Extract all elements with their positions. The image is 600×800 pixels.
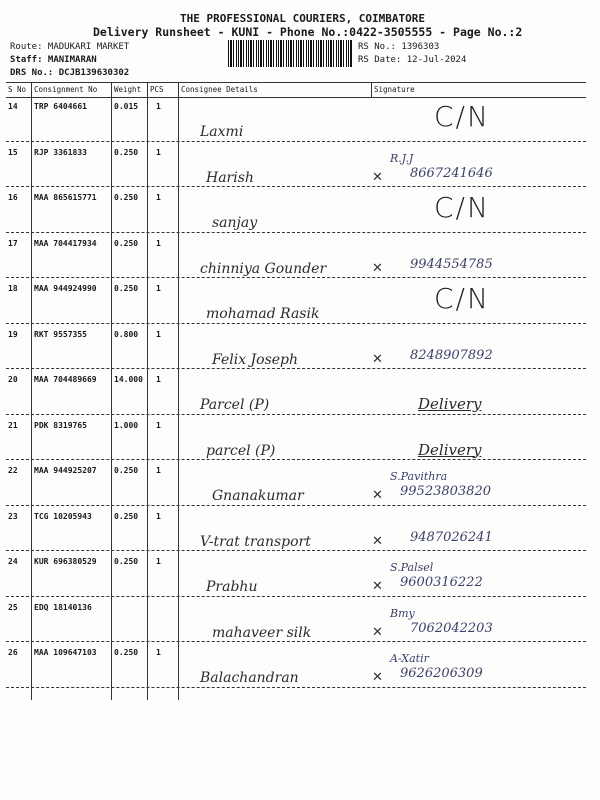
route-label: Route: MADUKARI MARKET <box>10 42 130 52</box>
row-consignment-no: EDQ 18140136 <box>34 602 92 612</box>
row-signature-cross: ✕ <box>372 169 383 185</box>
row-signature-cross: ✕ <box>372 533 383 549</box>
row-sno: 15 <box>8 147 18 157</box>
runsheet-subtitle: Delivery Runsheet - KUNI - Phone No.:0422-3505555 - Page No.:2 <box>93 25 523 39</box>
row-sno: 24 <box>8 557 18 566</box>
row-weight: 0.250 <box>114 648 139 657</box>
row-separator <box>6 596 586 597</box>
row-sno: 18 <box>8 284 18 293</box>
header-top-rule <box>6 82 586 83</box>
header-bottom-rule <box>6 97 586 98</box>
row-consignment-no: RJP 3361833 <box>34 147 87 157</box>
rs-date: RS Date: 12-Jul-2024 <box>358 55 467 65</box>
col-signature: Signature <box>374 85 415 94</box>
row-sno: 26 <box>8 648 18 657</box>
row-consignment-no: MAA 109647103 <box>34 648 97 657</box>
row-separator <box>6 414 586 415</box>
row-weight: 0.250 <box>114 557 139 566</box>
row-consignment-no: KUR 696380529 <box>34 557 97 566</box>
rs-number: RS No.: 1396303 <box>358 42 440 52</box>
row-sno: 21 <box>8 420 18 430</box>
row-sno: 20 <box>8 375 18 384</box>
row-signature-name: S.Pavithra <box>390 470 448 483</box>
row-sno: 14 <box>8 102 18 111</box>
row-consignee-handwriting: chinniya Gounder <box>200 260 327 277</box>
row-signature-name: Bmy <box>390 606 415 620</box>
row-pcs: 1 <box>156 102 161 111</box>
row-signature-cross: ✕ <box>372 579 383 594</box>
row-signature-phone: 99523803820 <box>400 484 491 499</box>
col-divider <box>31 83 32 700</box>
row-consignee-handwriting: parcel (P) <box>206 442 276 459</box>
row-signature-cross: ✕ <box>372 488 383 503</box>
row-weight: 0.250 <box>114 147 139 157</box>
row-weight: 0.250 <box>114 238 139 248</box>
row-signature-phone: 9600316222 <box>400 575 483 590</box>
row-pcs: 1 <box>156 648 161 657</box>
row-weight: 0.800 <box>114 329 139 339</box>
row-signature-phone: 7062042203 <box>410 620 493 636</box>
row-separator <box>6 186 586 187</box>
row-consignee-handwriting: Parcel (P) <box>200 397 270 413</box>
row-separator <box>6 459 586 460</box>
col-pcs: PCS <box>150 85 164 94</box>
col-consignee: Consignee Details <box>181 85 258 94</box>
row-consignment-no: TRP 6404661 <box>34 102 87 111</box>
company-title: THE PROFESSIONAL COURIERS, COIMBATORE <box>180 12 426 25</box>
row-pcs: 1 <box>156 511 161 521</box>
row-separator <box>6 687 586 688</box>
row-sno: 25 <box>8 602 18 612</box>
row-signature-cross: ✕ <box>372 624 383 640</box>
staff-label: Staff: MANIMARAN <box>10 55 97 65</box>
row-consignment-no: MAA 944924990 <box>34 284 97 293</box>
drs-label: DRS No.: DCJB139630302 <box>10 68 130 78</box>
row-signature-cn: C/N <box>434 100 490 133</box>
row-signature-delivery: Delivery <box>418 395 482 413</box>
row-separator <box>6 505 586 506</box>
row-weight: 1.000 <box>114 420 139 430</box>
row-weight: 0.015 <box>114 102 139 111</box>
col-sno: S No <box>8 85 27 94</box>
row-consignment-no: MAA 944925207 <box>34 466 97 475</box>
row-signature-phone: 8248907892 <box>410 347 493 363</box>
col-divider <box>371 83 372 97</box>
row-pcs: 1 <box>156 193 161 202</box>
row-consignee-handwriting: Prabhu <box>206 579 258 595</box>
row-weight: 0.250 <box>114 284 139 293</box>
row-signature-cross: ✕ <box>372 670 383 685</box>
row-weight: 0.250 <box>114 193 139 202</box>
row-consignment-no: MAA 704489669 <box>34 375 97 384</box>
row-separator <box>6 141 586 142</box>
row-separator <box>6 277 586 278</box>
row-pcs: 1 <box>156 147 161 157</box>
row-signature-cross: ✕ <box>372 351 383 367</box>
row-pcs: 1 <box>156 238 161 248</box>
row-sno: 16 <box>8 193 18 202</box>
barcode <box>228 40 353 67</box>
row-signature-phone: 9944554785 <box>410 256 493 272</box>
row-consignee-handwriting: sanjay <box>212 215 258 231</box>
row-pcs: 1 <box>156 420 161 430</box>
row-separator <box>6 368 586 369</box>
row-consignment-no: MAA 865615771 <box>34 193 97 202</box>
row-pcs: 1 <box>156 466 161 475</box>
row-sno: 23 <box>8 511 18 521</box>
row-signature-phone: 9487026241 <box>410 529 493 545</box>
row-signature-cross: ✕ <box>372 260 383 276</box>
row-weight: 0.250 <box>114 466 139 475</box>
row-separator <box>6 232 586 233</box>
row-signature-cn: C/N <box>434 282 490 315</box>
row-sno: 17 <box>8 238 18 248</box>
row-pcs: 1 <box>156 329 161 339</box>
row-sno: 19 <box>8 329 18 339</box>
row-consignee-handwriting: V-trat transport <box>200 533 311 550</box>
row-weight: 0.250 <box>114 511 139 521</box>
row-signature-phone: 9626206309 <box>400 666 483 681</box>
row-consignee-handwriting: Gnanakumar <box>212 488 304 504</box>
col-divider <box>178 83 179 700</box>
row-consignment-no: TCG 10205943 <box>34 511 92 521</box>
row-separator <box>6 641 586 642</box>
row-pcs: 1 <box>156 375 161 384</box>
row-separator <box>6 550 586 551</box>
row-consignment-no: PDK 8319765 <box>34 420 87 430</box>
col-consignment: Consignment No <box>34 85 98 94</box>
row-weight: 14.000 <box>114 375 143 384</box>
row-consignee-handwriting: Felix Joseph <box>212 351 299 368</box>
row-signature-name: A-Xatir <box>390 652 429 665</box>
row-signature-cn: C/N <box>434 191 490 224</box>
row-consignee-handwriting: Laxmi <box>200 124 244 140</box>
col-weight: Weight <box>114 85 142 94</box>
row-consignee-handwriting: Harish <box>206 169 254 186</box>
row-pcs: 1 <box>156 284 161 293</box>
col-divider <box>111 83 112 700</box>
row-consignee-handwriting: mohamad Rasik <box>206 306 320 322</box>
row-sno: 22 <box>8 466 18 475</box>
row-consignee-handwriting: mahaveer silk <box>212 624 312 641</box>
row-signature-delivery: Delivery <box>418 440 482 459</box>
row-consignment-no: RKT 9557355 <box>34 329 87 339</box>
row-pcs: 1 <box>156 557 161 566</box>
row-separator <box>6 323 586 324</box>
row-consignee-handwriting: Balachandran <box>200 670 299 686</box>
row-consignment-no: MAA 704417934 <box>34 238 97 248</box>
row-signature-phone: 8667241646 <box>410 165 493 181</box>
row-signature-name: R.J.J <box>390 151 414 165</box>
row-signature-name: S.Palsel <box>390 561 434 574</box>
col-divider <box>147 83 148 700</box>
